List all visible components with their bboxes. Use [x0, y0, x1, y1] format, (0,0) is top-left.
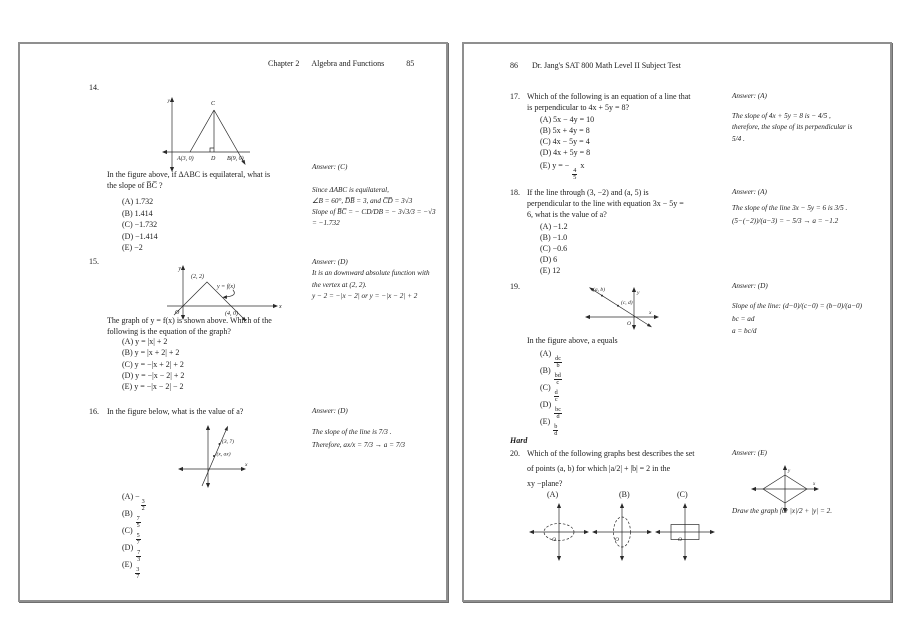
- q19-number: 19.: [510, 282, 520, 291]
- figure-q16-line-through-origin: [175, 422, 250, 490]
- q16-answer-label: Answer: (D): [312, 407, 348, 415]
- fig19-label-y-axis: y: [637, 290, 640, 296]
- q20-difficulty-label: Hard: [510, 436, 528, 445]
- q15-choice-d: (D) y = −|x − 2| + 2: [122, 371, 185, 380]
- fig20ans-strokes: [753, 467, 817, 511]
- fig15-label-x-intercept: (4, 0): [225, 311, 238, 317]
- q18-number: 18.: [510, 188, 520, 197]
- q14-choice-e: (E) −2: [122, 243, 143, 252]
- fig14-label-a: A(3, 0): [177, 156, 194, 162]
- fig19-label-point-1: (a, b): [593, 287, 605, 293]
- q15-choice-b: (B) y = |x + 2| + 2: [122, 348, 180, 357]
- q17-choice-b: (B) 5x + 4y = 8: [540, 126, 590, 135]
- q14-choice-d: (D) −1.414: [122, 232, 158, 241]
- q17-choice-a: (A) 5x − 4y = 10: [540, 115, 595, 124]
- q17-explanation-line-2: therefore, the slope of its perpendicular is: [732, 123, 853, 131]
- q20-text-line-2: of points (a, b) for which |a/2| + |b| = 2 in the: [527, 464, 671, 473]
- q16-explanation-line-1: The slope of the line is 7/3 .: [312, 428, 392, 436]
- q17-text-line-1: Which of the following is an equation of a line that: [527, 92, 691, 101]
- q18-explanation-line-2: (5−(−2))/(a−3) = − 5/3 → a = −1.2: [732, 217, 839, 225]
- q16-choice-e: (E) $\frac{3}{7}$: [122, 560, 140, 581]
- fig16-arrowheads: [178, 425, 246, 488]
- q20-explanation: Draw the graph for |x|/2 + |y| = 2.: [732, 507, 833, 515]
- q20-text-line-1: Which of the following graphs best describes the set: [527, 449, 695, 458]
- q19-answer-label: Answer: (D): [732, 282, 768, 290]
- q17-number: 17.: [510, 92, 520, 101]
- q18-choice-b: (B) −1.0: [540, 233, 568, 242]
- q16-number: 16.: [89, 407, 99, 416]
- q18-choice-c: (C) −0.6: [540, 244, 568, 253]
- fig15-label-y-axis: y: [178, 266, 181, 272]
- header-chapter: Chapter 2: [268, 59, 300, 68]
- figure-q20-option-a-horizontal-ellipse: [527, 501, 591, 563]
- q20-answer-label: Answer: (E): [732, 449, 767, 457]
- fig19-label-point-2: (c, d): [621, 300, 633, 306]
- page-left: [18, 42, 448, 602]
- fig20a-strokes: [531, 505, 587, 559]
- q15-choice-c: (C) y = −|x + 2| + 2: [122, 360, 184, 369]
- header-page-number: 85: [406, 59, 415, 68]
- q14-explanation-line-3: Slope of B̅C̅ = − CD/DB = − 3√3/3 = −√3: [312, 208, 436, 216]
- q14-explanation-line-1: Since ΔABC is equilateral,: [312, 186, 389, 194]
- q15-choice-a: (A) y = |x| + 2: [122, 337, 168, 346]
- q14-choice-b: (B) 1.414: [122, 209, 153, 218]
- q14-answer-label: Answer: (C): [312, 163, 348, 171]
- header-book-title: Dr. Jang's SAT 800 Math Level II Subject Test: [532, 61, 681, 70]
- q20-text-line-3: xy −plane?: [527, 479, 563, 488]
- fig16-strokes: [180, 427, 243, 486]
- figure-q14-equilateral-triangle: [160, 94, 255, 174]
- fig15-label-function: y = f(x): [217, 284, 236, 290]
- q14-explanation-line-2: ∠B = 60°, D̅B̅ = 3, and C̅D̅ = 3√3: [312, 197, 413, 205]
- q15-answer-label: Answer: (D): [312, 258, 348, 266]
- q17-answer-label: Answer: (A): [732, 92, 767, 100]
- q20-option-label-a: (A): [547, 490, 559, 499]
- fig14-label-y-axis: y: [167, 98, 170, 104]
- page-right: [462, 42, 892, 602]
- q20-option-label-c: (C): [677, 490, 688, 499]
- q19-choice-d: (D) $\frac{bc}{d}$: [540, 400, 561, 421]
- fig14-label-d: D: [211, 156, 216, 162]
- fig15-label-origin: O: [175, 310, 180, 316]
- q17-choice-e: (E) y = − $\frac{4}{5}$ x: [540, 161, 585, 182]
- q14-choice-a: (A) 1.732: [122, 197, 154, 206]
- q19-explanation-line-3: a = bc/d: [732, 327, 757, 335]
- q18-text-line-2: perpendicular to the line with equation 3x − 5y =: [527, 199, 684, 208]
- right-page-header: [510, 61, 681, 71]
- q19-text: In the figure above, a equals: [527, 336, 618, 345]
- fig19-strokes: [587, 289, 656, 328]
- q14-choice-c: (C) −1.732: [122, 220, 158, 229]
- q17-text-line-2: is perpendicular to 4x + 5y = 8?: [527, 103, 630, 112]
- q17-choice-c: (C) 4x − 5y = 4: [540, 137, 590, 146]
- figure-q20-option-b-vertical-ellipse: [590, 501, 654, 563]
- fig20ans-label-y-axis: y: [788, 469, 791, 474]
- header-page-number: 86: [510, 61, 518, 70]
- q19-choice-b: (B) $\frac{bd}{c}$: [540, 366, 561, 387]
- q15-text-line-2: following is the equation of the graph?: [107, 327, 231, 336]
- fig19-label-x-axis: x: [649, 310, 652, 316]
- fig20b-strokes: [594, 505, 650, 559]
- q18-text-line-1: If the line through (3, −2) and (a, 5) is: [527, 188, 649, 197]
- q18-choice-e: (E) 12: [540, 266, 561, 275]
- q16-choice-c: (C) $\frac{5}{7}$: [122, 526, 140, 547]
- fig14-label-c: C: [211, 101, 216, 107]
- fig20c-label-origin: O: [678, 537, 682, 543]
- q14-number: 14.: [89, 83, 99, 92]
- q20-option-label-b: (B): [619, 490, 630, 499]
- fig15-label-x-axis: x: [279, 304, 282, 310]
- q16-explanation-line-2: Therefore, ax/x = 7/3 → a = 7/3: [312, 441, 406, 449]
- fig20b-label-origin: O: [615, 537, 619, 543]
- q15-explanation-line-1: It is an downward absolute function with: [312, 269, 430, 277]
- fig20ans-label-x-axis: x: [813, 482, 816, 487]
- fig20a-label-origin: O: [552, 537, 556, 543]
- fig16-label-point-1: (3, 7): [222, 439, 234, 445]
- fig15-label-vertex: (2, 2): [191, 274, 204, 280]
- q15-number: 15.: [89, 257, 99, 266]
- fig16-label-x-axis: x: [245, 462, 248, 468]
- fig15-strokes: [167, 267, 275, 319]
- q16-text: In the figure below, what is the value of a?: [107, 407, 244, 416]
- q18-explanation-line-1: The slope of the line 3x − 5y = 6 is 3/5 .: [732, 204, 848, 212]
- q14-explanation-line-4: = −1.732: [312, 219, 340, 227]
- q14-text-line-1: In the figure above, if ΔABC is equilateral, what is: [107, 170, 271, 179]
- q15-text-line-1: The graph of y = f(x) is shown above. Which of the: [107, 316, 272, 325]
- q19-choice-c: (C) $\frac{d}{c}$: [540, 383, 558, 404]
- q19-choice-a: (A) $\frac{dc}{b}$: [540, 349, 561, 370]
- q19-explanation-line-2: bc = ad: [732, 315, 755, 323]
- figure-q20-option-c-rectangle: [653, 501, 717, 563]
- q15-explanation-line-3: y − 2 = −|x − 2| or y = −|x − 2| + 2: [312, 292, 418, 300]
- q17-choice-d: (D) 4x + 5y = 8: [540, 148, 591, 157]
- q19-explanation-line-1: Slope of the line: (d−0)/(c−0) = (b−0)/(a−0): [732, 302, 863, 310]
- q18-choice-a: (A) −1.2: [540, 222, 568, 231]
- q17-explanation-line-3: 5/4 .: [732, 135, 745, 143]
- q16-choice-a: (A) − $\frac{3}{2}$: [122, 492, 145, 513]
- q17-explanation-line-1: The slope of 4x + 5y = 8 is − 4/5 ,: [732, 112, 831, 120]
- q20-number: 20.: [510, 449, 520, 458]
- q14-text-line-2: the slope of B̅C̅ ?: [107, 181, 163, 190]
- fig19-label-origin: O: [627, 321, 631, 327]
- q15-choice-e: (E) y = −|x − 2| − 2: [122, 382, 184, 391]
- q18-answer-label: Answer: (A): [732, 188, 767, 196]
- q18-text-line-3: 6, what is the value of a?: [527, 210, 607, 219]
- left-page-header: [268, 59, 414, 69]
- fig20c-strokes: [657, 505, 713, 559]
- q15-explanation-line-2: the vertex at (2, 2).: [312, 281, 367, 289]
- q16-choice-b: (B) $\frac{7}{5}$: [122, 509, 140, 530]
- figure-q19-line-with-points: [582, 284, 662, 334]
- q16-choice-d: (D) $\frac{7}{3}$: [122, 543, 141, 564]
- q19-choice-e: (E) $\frac{b}{d}$: [540, 417, 558, 438]
- q18-choice-d: (D) 6: [540, 255, 558, 264]
- fig14-label-b: B(9, 0): [227, 156, 244, 162]
- header-section: Algebra and Functions: [311, 59, 385, 68]
- fig16-label-point-2: (x, ax): [216, 451, 231, 458]
